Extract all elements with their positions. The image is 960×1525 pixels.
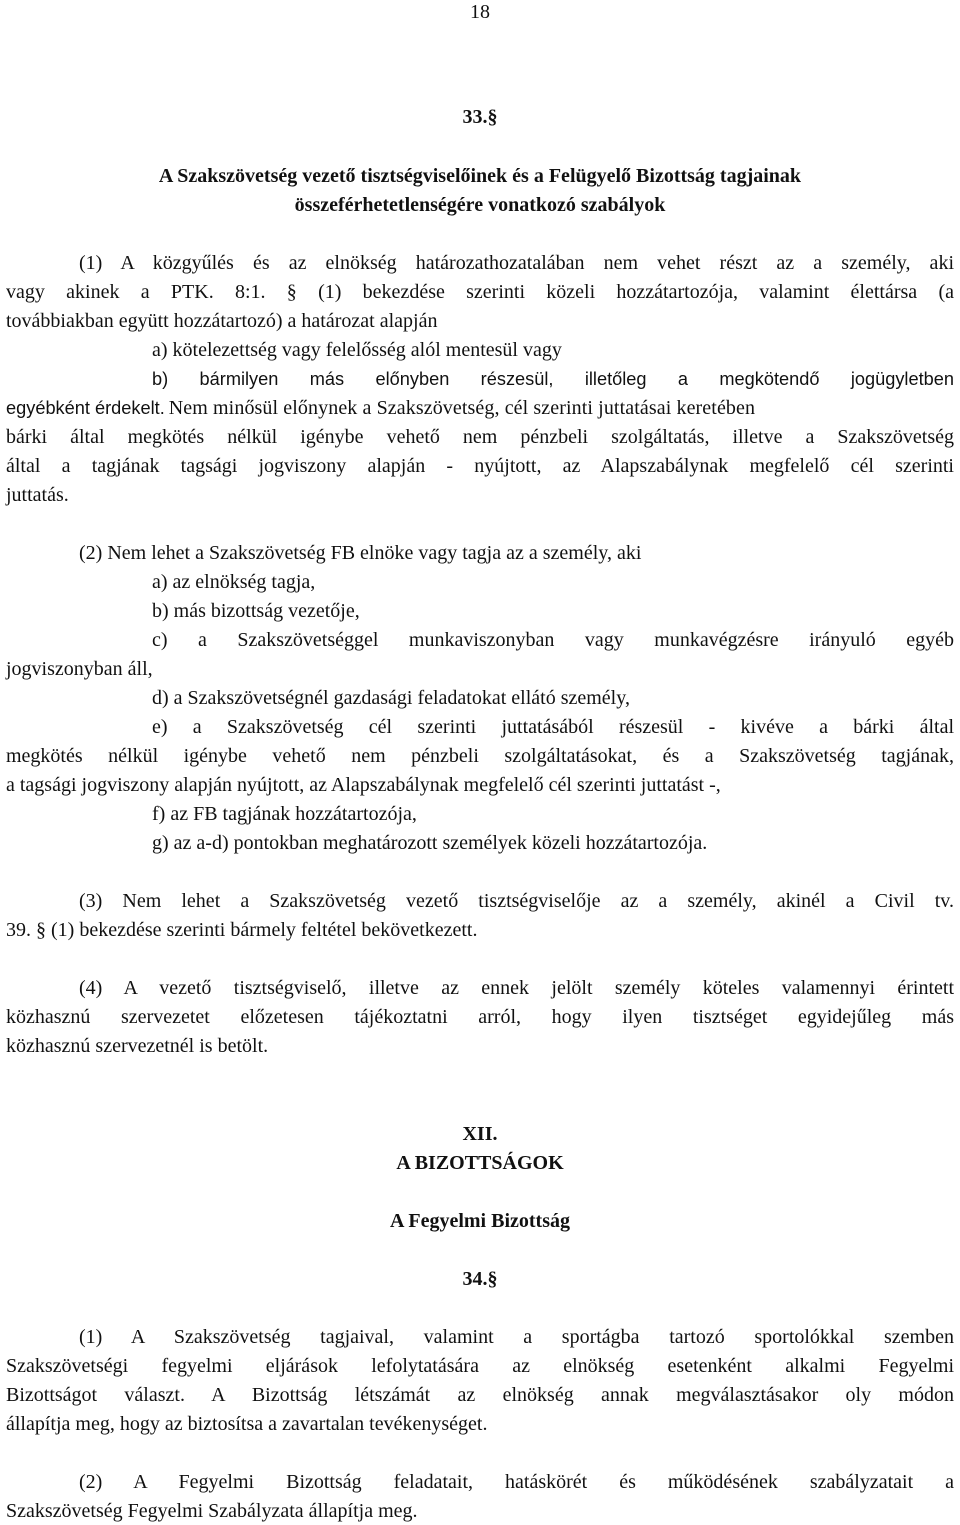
p1-line6-serif-part: Nem minősül előnynek a Szakszövetség, cél szerinti juttatásai keretében [168,397,756,419]
p2-item-e-line3: a tagsági jogviszony alapján nyújtott, az Alapszabálynak megfelelő cél szerinti juttatást -, [6,774,721,796]
p2-item-a: a) az elnökség tagja, [152,571,316,593]
s34-p1-line3: Bizottságot választ. A Bizottság létszámát az elnökség annak megválasztásakor oly módon [6,1384,954,1406]
section-33-heading: 33.§ [462,106,498,128]
p3-line1: (3) Nem lehet a Szakszövetség vezető tisztségviselője az a személy, akinél a Civil tv. [79,890,954,912]
s34-p1-line2: Szakszövetségi fegyelmi eljárások lefolytatására az elnökség esetenként alkalmi Fegyelmi [6,1355,954,1377]
p2-item-d: d) a Szakszövetségnél gazdasági feladatokat ellátó személy, [152,687,630,709]
p1-item-b: b) bármilyen más előnyben részesül, illetőleg a megkötendő jogügyletben [152,369,954,389]
s34-p1-line1: (1) A Szakszövetség tagjaival, valamint a sportágba tartozó sportolókkal szemben [79,1326,954,1348]
p1-line2: vagy akinek a PTK. 8:1. § (1) bekezdése szerinti közeli hozzátartozója, valamint élettársa (a [6,281,954,303]
p2-item-f: f) az FB tagjának hozzátartozója, [152,803,417,825]
p3-line2: 39. § (1) bekezdése szerinti bármely feltétel bekövetkezett. [6,919,478,941]
chapter-subtitle: A Fegyelmi Bizottság [390,1210,570,1232]
section-33-title-line2: összeférhetetlenségére vonatkozó szabályok [294,194,666,216]
section-34-heading: 34.§ [462,1268,498,1290]
p1-line6 [6,396,954,422]
p2-intro: (2) Nem lehet a Szakszövetség FB elnöke vagy tagja az a személy, aki [79,542,642,564]
s34-p2-line2: Szakszövetség Fegyelmi Szabályzata állapítja meg. [6,1500,418,1522]
p1-line3: továbbiakban együtt hozzátartozó) a határozat alapján [6,310,438,332]
p2-item-b: b) más bizottság vezetője, [152,600,360,622]
p2-item-e-line2: megkötés nélkül igénybe vehető nem pénzbeli szolgáltatásokat, és a Szakszövetség tagjának, [6,745,954,767]
section-33-title-line1: A Szakszövetség vezető tisztségviselőinek és a Felügyelő Bizottság tagjainak [158,165,802,187]
p1-line1: (1) A közgyűlés és az elnökség határozathozatalában nem vehet részt az a személy, aki [79,252,954,274]
p1-line8: által a tagjának tagsági jogviszony alapján - nyújtott, az Alapszabálynak megfelelő cél szerinti [6,455,954,477]
page-number: 18 [470,1,490,23]
p1-line6-sans-part: egyébként érdekelt. [6,398,165,418]
p4-line3: közhasznú szervezetnél is betölt. [6,1035,269,1057]
p2-item-e-line1: e) a Szakszövetség cél szerinti juttatásából részesül - kivéve a bárki által [152,716,954,738]
p1-item-a: a) kötelezettség vagy felelősség alól mentesül vagy [152,339,562,361]
p2-item-g: g) az a-d) pontokban meghatározott személyek közeli hozzátartozója. [152,832,708,854]
s34-p2-line1: (2) A Fegyelmi Bizottság feladatait, hatáskörét és működésének szabályzatait a [79,1471,954,1493]
chapter-number: XII. [462,1123,498,1145]
p4-line2: közhasznú szervezetet előzetesen tájékoztatni arról, hogy ilyen tisztséget egyidejűleg más [6,1006,954,1028]
p2-item-c-line1: c) a Szakszövetséggel munkaviszonyban vagy munkavégzésre irányuló egyéb [152,629,954,651]
s34-p1-line4: állapítja meg, hogy az biztosítsa a zavartalan tevékenységet. [6,1413,488,1435]
p1-line9: juttatás. [6,484,69,506]
chapter-title: A BIZOTTSÁGOK [396,1152,564,1174]
p4-line1: (4) A vezető tisztségviselő, illetve az ennek jelölt személy köteles valamennyi érintett [79,977,954,999]
p1-line7: bárki által megkötés nélkül igénybe vehető nem pénzbeli szolgáltatás, illetve a Szakszövetség [6,426,954,448]
p2-item-c-line2: jogviszonyban áll, [6,658,153,680]
